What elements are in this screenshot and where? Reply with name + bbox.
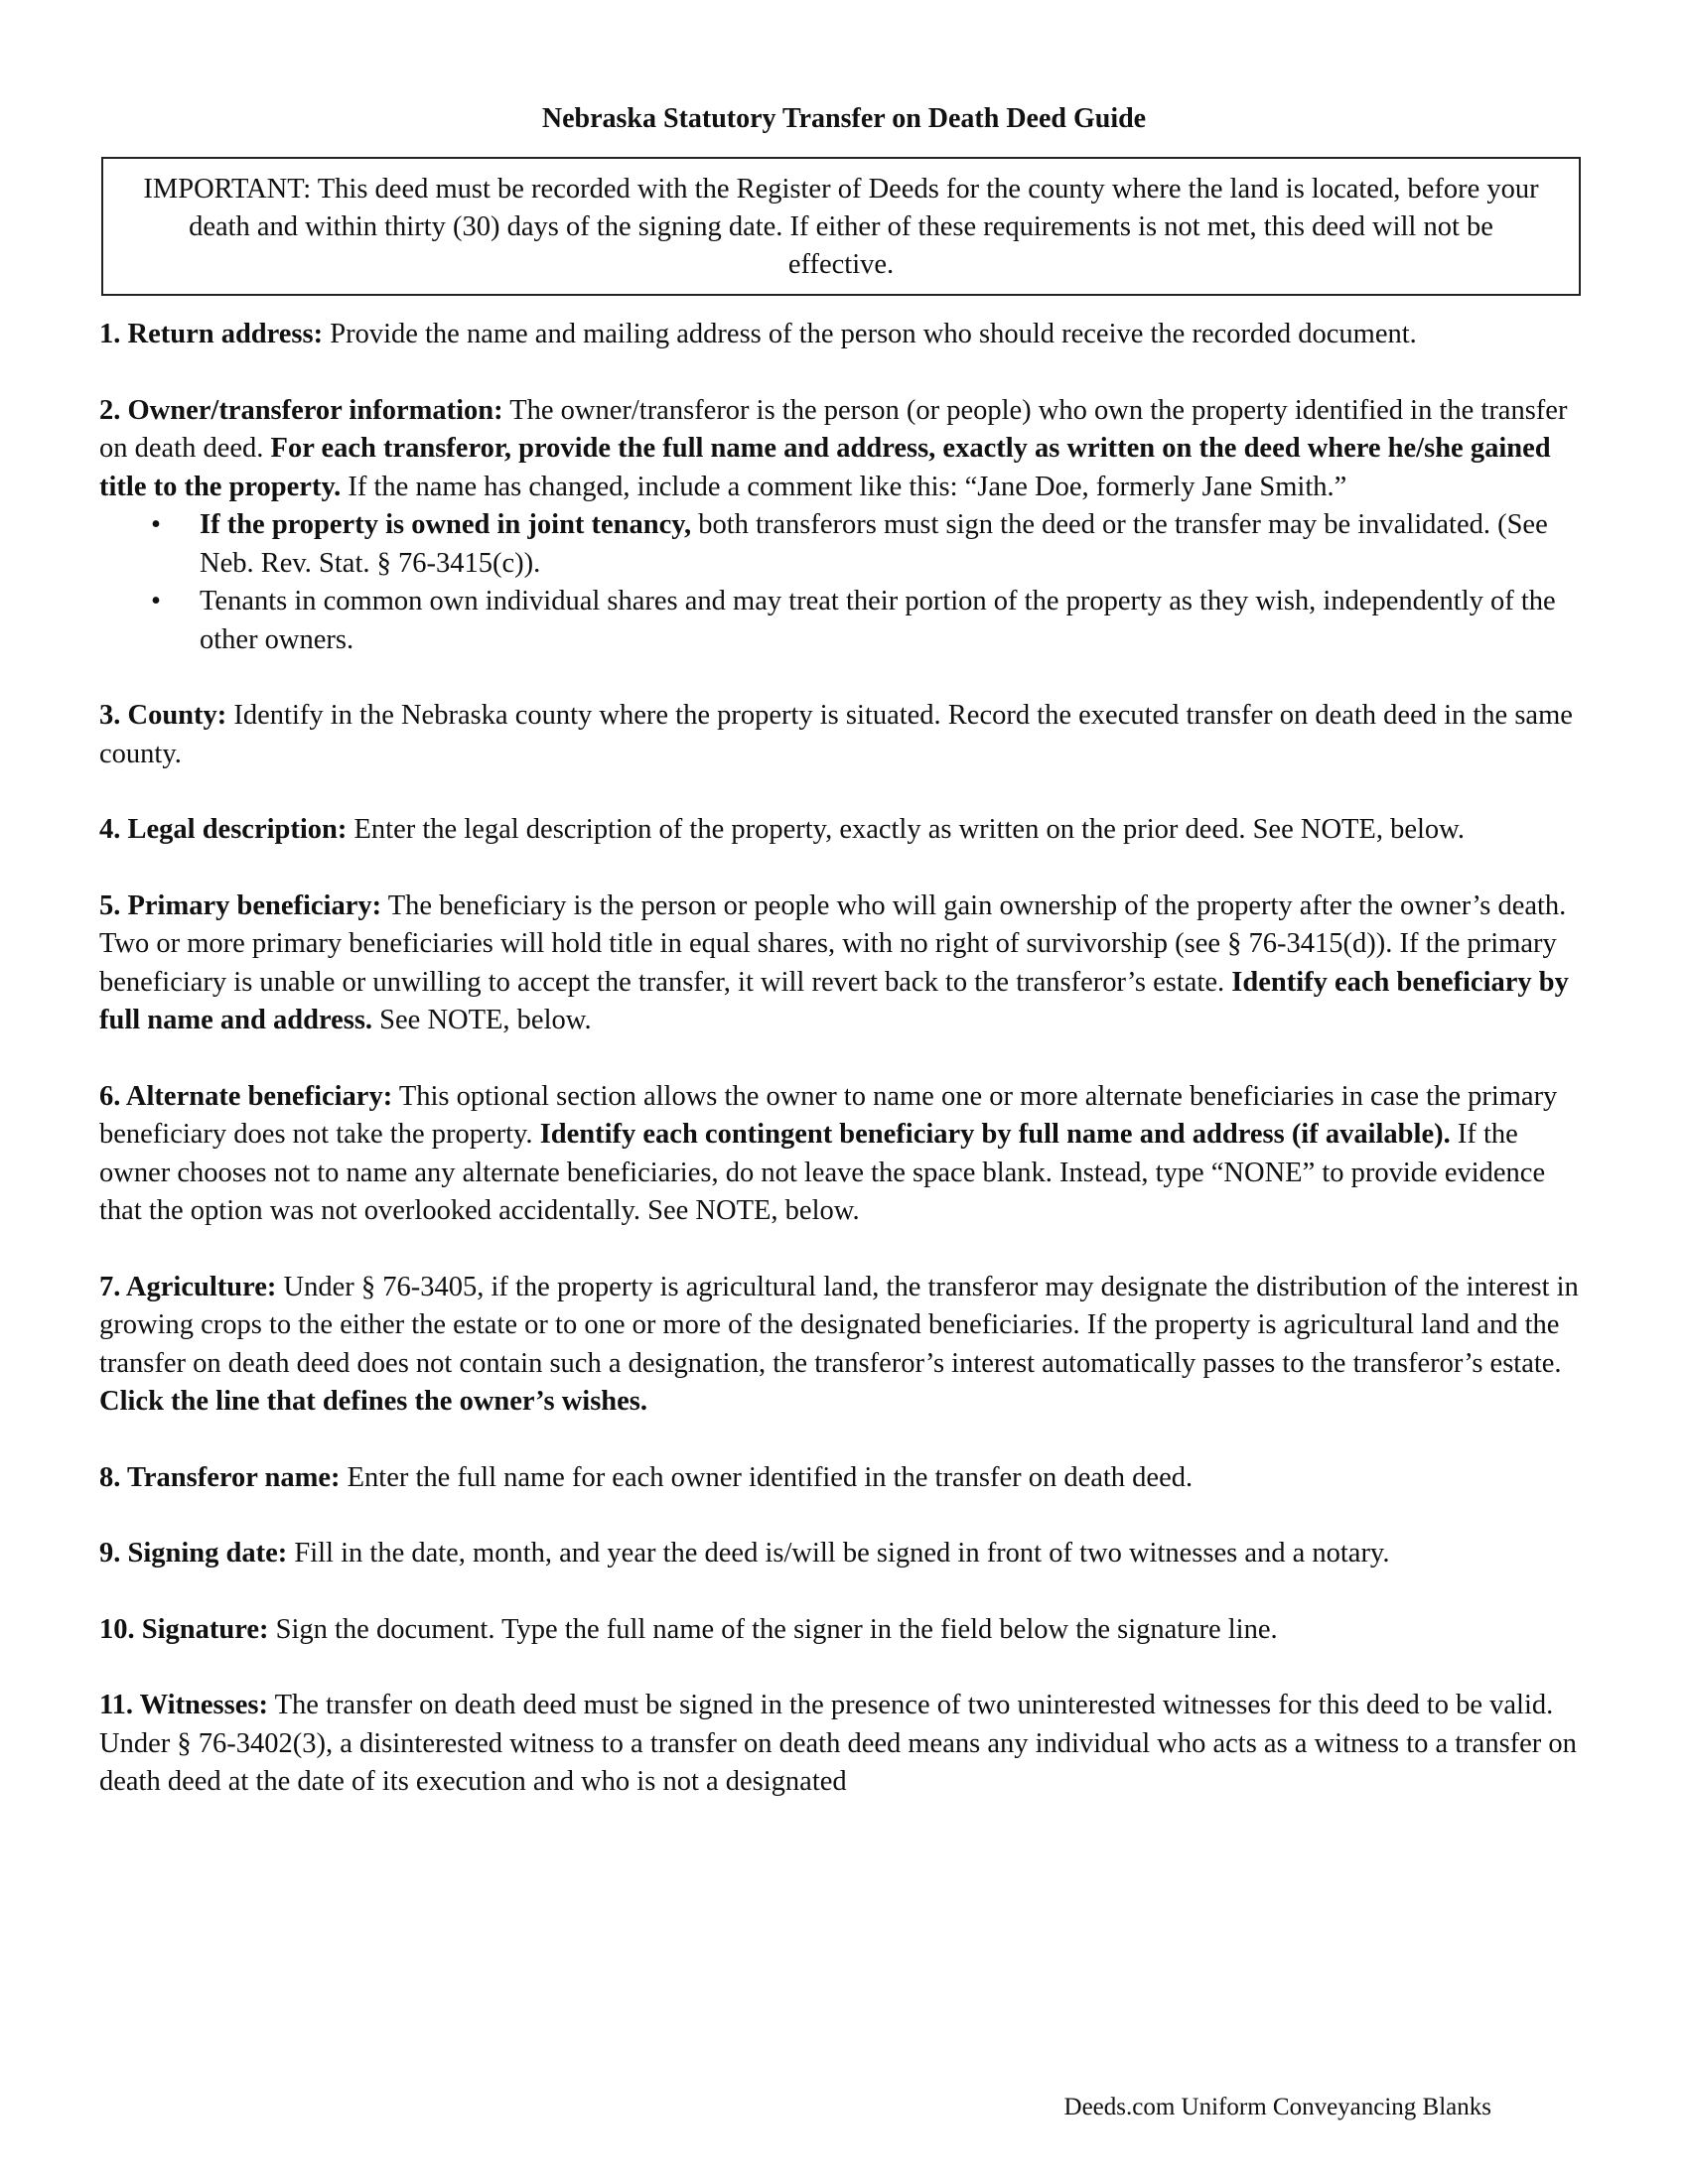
section-text: Fill in the date, month, and year the deed is/will be signed in front of two witnesses and a notary. <box>287 1538 1390 1569</box>
section-label: 9. Signing date: <box>99 1538 288 1569</box>
section-text: The owner/transferor is the person (or people) who own the property identified in the transfer on death deed. <box>99 394 1568 464</box>
page-footer: Deeds.com Uniform Conveyancing Blanks <box>1063 2094 1491 2120</box>
bullet-text: both transferors must sign the deed or the transfer may be invalidated. (See Neb. Rev. Stat. § 76-3415(c)). <box>200 509 1548 579</box>
section-text: See NOTE, below. <box>372 1005 592 1035</box>
section-alternate-beneficiary <box>99 1078 1589 1231</box>
section-signature <box>99 1611 1589 1650</box>
section-text: Identify in the Nebraska county where the property is situated. Record the executed transfer on death deed in the same county. <box>99 700 1573 769</box>
section-emphasis: For each transferor, provide the full name and address, exactly as written on the deed where he/she gained title to the property. <box>99 433 1551 502</box>
section-text: Sign the document. Type the full name of the signer in the field below the signature line. <box>268 1613 1278 1645</box>
section-text: The transfer on death deed must be signed in the presence of two uninterested witnesses for this deed to be valid. Under § 76-3402(3), a disinterested witness to a transfer on death deed means any individual who acts as a witness to a transfer on death deed at the date of its execution and who is not a designated <box>99 1690 1577 1797</box>
section-text: Enter the legal description of the property, exactly as written on the prior deed. See NOTE, below. <box>347 814 1466 845</box>
list-item <box>99 506 1589 583</box>
section-text: The beneficiary is the person or people who will gain ownership of the property after the owner’s death. Two or more primary beneficiaries will hold title in equal shares, with no right of survivorship (see § 76-3415(d)). If the primary beneficiary is unable or unwilling to accept the transfer, it will revert back to the transferor’s estate. <box>99 889 1567 998</box>
section-text: If the name has changed, include a comment like this: “Jane Doe, formerly Jane Smith.” <box>341 471 1347 502</box>
section-label: 1. Return address: <box>99 319 324 349</box>
section-text: Under § 76-3405, if the property is agricultural land, the transferor may designate the distribution of the interest in growing crops to the either the estate or to one or more of the designated beneficiaries. If the property is agricultural land and the transfer on death deed does not contain such a designation, the transferor’s interest automatically passes to the transferor’s estate. <box>99 1271 1579 1379</box>
important-notice-box: IMPORTANT: This deed must be recorded with the Register of Deeds for the county where the land is located, before your death and within thirty (30) days of the signing date. If either of these requirements is not met, this deed will not be effective. <box>101 157 1581 296</box>
section-paragraph <box>99 392 1589 507</box>
section-emphasis: Click the line that defines the owner’s wishes. <box>99 1386 648 1417</box>
section-owner-transferor <box>99 392 1589 660</box>
bullet-list <box>99 506 1589 659</box>
section-signing-date <box>99 1535 1589 1573</box>
section-label: 4. Legal description: <box>99 814 348 845</box>
section-label: 6. Alternate beneficiary: <box>99 1080 393 1112</box>
section-emphasis: Identify each beneficiary by full name and address. <box>99 966 1569 1035</box>
section-agriculture <box>99 1269 1589 1422</box>
section-text: Provide the name and mailing address of the person who should receive the recorded document. <box>323 319 1417 349</box>
section-legal-description <box>99 811 1589 850</box>
bullet-emphasis: If the property is owned in joint tenancy, <box>200 509 692 540</box>
section-text: Enter the full name for each owner identified in the transfer on death deed. <box>340 1461 1194 1493</box>
guide-body <box>99 316 1589 1840</box>
section-primary-beneficiary <box>99 887 1589 1040</box>
section-text: This optional section allows the owner to name one or more alternate beneficiaries in case the primary beneficiary does not take the property. <box>99 1080 1558 1150</box>
page-title: Nebraska Statutory Transfer on Death Deed Guide <box>541 103 1147 134</box>
section-label: 3. County: <box>99 700 227 731</box>
section-label: 5. Primary beneficiary: <box>99 889 382 921</box>
section-return-address <box>99 316 1589 354</box>
section-label: 7. Agriculture: <box>99 1271 277 1302</box>
section-label: 8. Transferor name: <box>99 1461 341 1493</box>
section-label: 2. Owner/transferor information: <box>99 394 503 426</box>
section-county <box>99 697 1589 773</box>
section-label: 10. Signature: <box>99 1613 269 1645</box>
section-transferor-name <box>99 1459 1589 1498</box>
bullet-text: Tenants in common own individual shares and may treat their portion of the property as they wish, independently of the other owners. <box>200 586 1556 655</box>
section-emphasis: Identify each contingent beneficiary by full name and address (if available). <box>539 1119 1451 1150</box>
section-text: If the owner chooses not to name any alternate beneficiaries, do not leave the space blank. Instead, type “NONE” to provide evidence that the option was not overlooked accidentally. See NOTE, below. <box>99 1119 1546 1226</box>
section-witnesses <box>99 1687 1589 1802</box>
list-item <box>99 583 1589 659</box>
section-label: 11. Witnesses: <box>99 1690 268 1720</box>
